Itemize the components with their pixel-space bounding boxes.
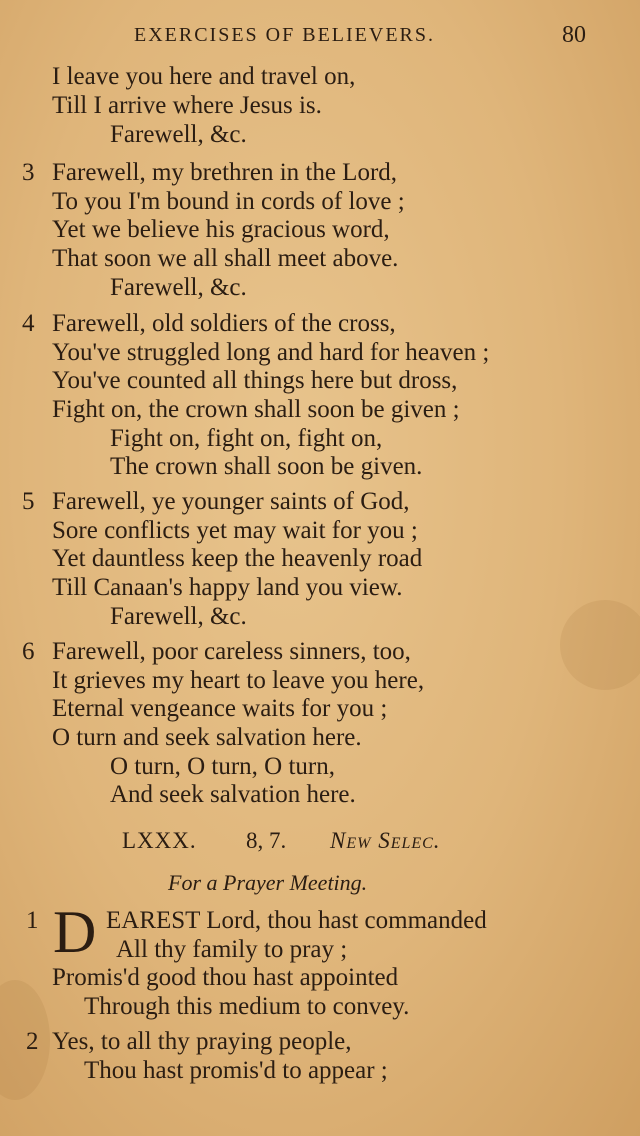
refrain-line: Fight on, fight on, fight on, xyxy=(110,425,383,452)
stanza-number: 3 xyxy=(22,159,35,186)
hymn-subtitle: For a Prayer Meeting. xyxy=(168,870,368,895)
paper-stain xyxy=(560,600,640,690)
verse-line: Thou hast promis'd to appear ; xyxy=(84,1057,388,1084)
verse-line: Farewell, poor careless sinners, too, xyxy=(52,638,411,665)
verse-line: Through this medium to convey. xyxy=(84,993,410,1020)
stanza-number: 4 xyxy=(22,310,35,337)
verse-line: Farewell, my brethren in the Lord, xyxy=(52,159,398,186)
verse-line: Yet dauntless keep the heavenly road xyxy=(52,545,423,572)
verse-line: To you I'm bound in cords of love ; xyxy=(52,188,405,215)
refrain-line: The crown shall soon be given. xyxy=(110,453,423,480)
hymn-tune: New Selec. xyxy=(330,828,441,853)
verse-line: That soon we all shall meet above. xyxy=(52,245,399,272)
page-header xyxy=(0,22,640,52)
refrain-line: Farewell, &c. xyxy=(110,603,247,630)
verse-line: EAREST Lord, thou hast commanded xyxy=(106,907,487,934)
verse-line: Yes, to all thy praying people, xyxy=(52,1028,352,1055)
stanza-number: 5 xyxy=(22,488,35,515)
refrain-line: Farewell, &c. xyxy=(110,274,247,301)
stanza-number: 6 xyxy=(22,638,35,665)
verse-line: Farewell, old soldiers of the cross, xyxy=(52,310,396,337)
verse-line: Fight on, the crown shall soon be given ; xyxy=(52,396,460,423)
verse-line: I leave you here and travel on, xyxy=(52,63,356,90)
verse-line: Yet we believe his gracious word, xyxy=(52,216,390,243)
verse-line: Eternal vengeance waits for you ; xyxy=(52,695,388,722)
hymn-meter: 8, 7. xyxy=(246,828,287,853)
verse-line: All thy family to pray ; xyxy=(116,936,348,963)
verse-line: Till Canaan's happy land you view. xyxy=(52,574,403,601)
running-head: EXERCISES OF BELIEVERS. xyxy=(134,24,436,46)
stanza-number: 1 xyxy=(26,907,39,934)
verse-line: It grieves my heart to leave you here, xyxy=(52,667,425,694)
verse-line: Promis'd good thou hast appointed xyxy=(52,964,399,991)
paper-stain xyxy=(0,980,50,1100)
hymn-number: LXXX. xyxy=(122,828,197,853)
hymn-heading xyxy=(0,828,640,858)
refrain-line: And seek salvation here. xyxy=(110,781,356,808)
verse-line: Till I arrive where Jesus is. xyxy=(52,92,322,119)
refrain-line: Farewell, &c. xyxy=(110,121,247,148)
verse-line: O turn and seek salvation here. xyxy=(52,724,362,751)
page-number: 80 xyxy=(562,22,586,48)
drop-cap: D xyxy=(53,899,97,965)
verse-line: Farewell, ye younger saints of God, xyxy=(52,488,410,515)
verse-line: You've counted all things here but dross, xyxy=(52,367,458,394)
verse-line: Sore conflicts yet may wait for you ; xyxy=(52,517,418,544)
verse-line: You've struggled long and hard for heaven ; xyxy=(52,339,490,366)
stanza-number: 2 xyxy=(26,1028,39,1055)
refrain-line: O turn, O turn, O turn, xyxy=(110,753,335,780)
